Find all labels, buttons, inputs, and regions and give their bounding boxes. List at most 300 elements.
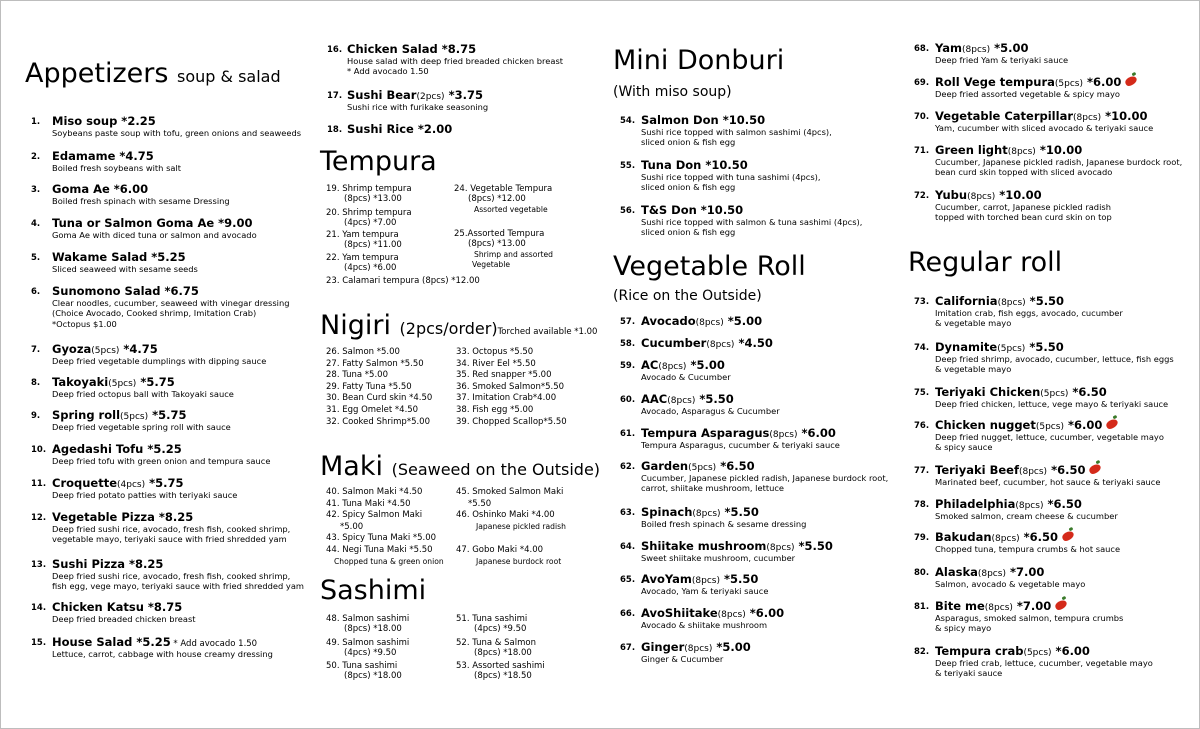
item-number: 17. xyxy=(327,91,343,101)
item-name-line xyxy=(935,143,1182,157)
menu-item xyxy=(914,109,1154,133)
item-number: 7. xyxy=(31,345,41,355)
item-name: AvoShiitake xyxy=(641,606,718,620)
chili-pepper-icon xyxy=(1088,463,1102,476)
menu-item xyxy=(914,75,1137,99)
item-name: Tuna or Salmon Goma Ae *9.00 xyxy=(52,216,253,230)
item-number: 15. xyxy=(31,638,47,648)
item-pieces: (8pcs) xyxy=(717,610,746,620)
item-name: Tuna Don *10.50 xyxy=(641,158,748,172)
menu-item xyxy=(31,635,273,659)
item-description: Deep fried assorted vegetable & spicy mayo xyxy=(935,89,1120,99)
tempura-name: 21. Yam tempura xyxy=(326,230,399,240)
item-price: *4.50 xyxy=(734,336,773,350)
item-number: 71. xyxy=(914,146,930,156)
item-description: Cucumber, Japanese pickled radish, Japanese burdock root, xyxy=(641,473,889,483)
nigiri-item: 28. Tuna *5.00 xyxy=(326,370,388,381)
sashimi-item xyxy=(456,614,527,635)
item-number: 61. xyxy=(620,429,636,439)
nigiri-item: 34. River Eel *5.50 xyxy=(456,358,536,369)
item-description: Salmon, avocado & vegetable mayo xyxy=(935,579,1086,589)
item-description: Sushi rice topped with salmon sashimi (4pcs), xyxy=(641,127,832,137)
item-price: *5.00 xyxy=(686,358,725,372)
item-number: 63. xyxy=(620,508,636,518)
menu-item xyxy=(31,114,302,138)
item-name-line xyxy=(52,149,181,163)
maki-item: Japanese burdock root xyxy=(476,556,562,566)
item-description: Sushi rice with furikake seasoning xyxy=(347,102,489,112)
item-name: House Salad *5.25 xyxy=(52,635,171,649)
item-pieces: (5pcs) xyxy=(997,344,1026,354)
item-name-line xyxy=(935,463,1160,477)
chili-pepper-icon xyxy=(1124,75,1138,88)
item-price: *5.75 xyxy=(148,408,187,422)
sashimi-item xyxy=(326,614,409,635)
item-name-line xyxy=(52,114,301,128)
menu-item xyxy=(31,600,196,624)
item-pieces: (8pcs) xyxy=(1073,113,1102,123)
sashimi-item xyxy=(326,661,402,682)
maki-item: 40. Salmon Maki *4.50 xyxy=(326,487,423,497)
item-price: *6.00 xyxy=(1063,418,1103,432)
item-description: Smoked salmon, cream cheese & cucumber xyxy=(935,511,1118,521)
item-price: *5.00 xyxy=(712,640,751,654)
item-name: AvoYam xyxy=(641,572,692,586)
item-number: 78. xyxy=(914,500,930,510)
maki-heading xyxy=(320,451,600,482)
item-name: Green light xyxy=(935,143,1008,157)
vegetable-roll-title: Vegetable Roll xyxy=(613,251,806,282)
item-description: Deep fried chicken, lettuce, vege mayo & teriyaki sauce xyxy=(935,399,1169,409)
item-name: Cucumber xyxy=(641,336,707,350)
appetizers-subtitle: soup & salad xyxy=(177,67,281,86)
item-name-line xyxy=(641,640,751,654)
item-description: topped with torched bean curd skin on top xyxy=(935,212,1112,223)
tempura-description: Assorted vegetable xyxy=(474,204,548,214)
nigiri-item: 36. Smoked Salmon*5.50 xyxy=(456,381,565,392)
item-name-line xyxy=(935,41,1068,55)
item-description: Deep fried crab, lettuce, cucumber, vegetable mayo xyxy=(935,658,1153,668)
menu-item xyxy=(914,599,1124,634)
sashimi-name: 48. Salmon sashimi xyxy=(326,614,410,624)
nigiri-heading xyxy=(320,310,597,341)
item-price: *10.00 xyxy=(995,188,1042,202)
item-name: Gyoza xyxy=(52,342,92,356)
item-number: 2. xyxy=(31,152,41,162)
sashimi-name: 50. Tuna sashimi xyxy=(326,661,398,671)
donburi-title: Mini Donburi xyxy=(613,45,785,76)
item-description: Deep fried sushi rice, avocado, fresh fish, cooked shrimp, xyxy=(52,571,291,581)
item-price: *6.00 xyxy=(797,426,836,440)
maki-item: 44. Negi Tuna Maki *5.50 xyxy=(326,545,433,555)
item-description: Deep fried sushi rice, avocado, fresh fish, cooked shrimp, xyxy=(52,524,291,534)
tempura-name: 19. Shrimp tempura xyxy=(326,184,412,194)
item-pieces: (8pcs) xyxy=(658,362,687,372)
item-name-line xyxy=(935,530,1120,544)
item-name: Shiitake mushroom xyxy=(641,539,767,553)
item-number: 80. xyxy=(914,568,930,578)
menu-item xyxy=(327,88,489,112)
donburi-subtitle: (With miso soup) xyxy=(613,84,732,100)
item-description: House salad with deep fried breaded chicken breast xyxy=(347,56,564,66)
menu-item xyxy=(620,572,769,596)
item-description: vegetable mayo, teriyaki sauce with fried shredded yam xyxy=(52,534,287,545)
item-pieces: (8pcs) xyxy=(967,192,996,202)
item-name: Chicken Salad *8.75 xyxy=(347,42,477,56)
menu-item xyxy=(620,505,807,529)
item-pieces: (5pcs) xyxy=(1054,79,1083,89)
item-name: Sushi Rice *2.00 xyxy=(347,122,453,136)
item-name-line xyxy=(935,565,1085,579)
item-description: Clear noodles, cucumber, seaweed with vinegar dressing xyxy=(52,298,290,308)
item-description: Marinated beef, cucumber, hot sauce & teriyaki sauce xyxy=(935,477,1161,487)
item-price: *3.75 xyxy=(444,88,483,102)
item-number: 82. xyxy=(914,647,930,657)
appetizers-heading xyxy=(25,58,281,89)
item-description: Cucumber, carrot, Japanese pickled radish xyxy=(935,202,1111,212)
item-description: fish egg, vege mayo, teriyaki sauce with fried shredded yam xyxy=(52,581,305,592)
nigiri-item: 30. Bean Curd skin *4.50 xyxy=(326,393,433,404)
item-description: & teriyaki sauce xyxy=(935,668,1003,679)
item-pieces: (5pcs) xyxy=(1023,648,1052,658)
item-number: 4. xyxy=(31,219,41,229)
item-pieces: (8pcs) xyxy=(684,644,713,654)
nigiri-item: 32. Cooked Shrimp*5.00 xyxy=(326,416,430,427)
item-description: Avocado, Yam & teriyaki sauce xyxy=(641,586,769,596)
maki-item: *5.00 xyxy=(340,521,364,532)
item-name-line xyxy=(52,442,270,456)
item-description: sliced onion & fish egg xyxy=(641,182,736,193)
item-price: *6.00 xyxy=(1083,75,1122,89)
maki-item: 47. Gobo Maki *4.00 xyxy=(456,545,544,555)
maki-item: Japanese pickled radish xyxy=(476,521,566,531)
item-name: Dynamite xyxy=(935,340,998,354)
item-name: Miso soup *2.25 xyxy=(52,114,156,128)
item-price: *7.00 xyxy=(1005,565,1045,579)
nigiri-item: 39. Chopped Scallop*5.50 xyxy=(456,416,567,427)
item-number: 73. xyxy=(914,297,930,307)
item-name-line xyxy=(935,599,1123,613)
item-name-line xyxy=(52,557,304,571)
item-pieces: (8pcs) xyxy=(769,430,798,440)
sashimi-title: Sashimi xyxy=(320,575,427,606)
menu-item xyxy=(914,497,1118,521)
maki-item: 43. Spicy Tuna Maki *5.00 xyxy=(326,533,437,544)
item-price: *6.00 xyxy=(1051,644,1090,658)
item-pieces: (4pcs) xyxy=(117,480,146,490)
item-name: Avocado xyxy=(641,314,696,328)
item-name: Teriyaki Chicken xyxy=(935,385,1041,399)
item-name: Tempura Asparagus xyxy=(641,426,770,440)
sashimi-item xyxy=(456,661,545,682)
tempura-item xyxy=(454,229,553,271)
item-name-line xyxy=(347,88,488,102)
item-name: Goma Ae *6.00 xyxy=(52,182,149,196)
item-number: 5. xyxy=(31,253,41,263)
item-pieces: (8pcs) xyxy=(692,509,721,519)
sashimi-price: (4pcs) *9.50 xyxy=(474,624,527,635)
item-price: *6.00 xyxy=(745,606,785,620)
menu-item xyxy=(31,375,234,399)
item-description: Lettuce, carrot, cabbage with house creamy dressing xyxy=(52,649,273,659)
item-name-line xyxy=(52,476,237,490)
item-number: 9. xyxy=(31,411,41,421)
sashimi-price: (8pcs) *18.00 xyxy=(344,671,402,682)
item-number: 70. xyxy=(914,112,930,122)
menu-item xyxy=(31,284,290,329)
item-price: *5.00 xyxy=(723,314,763,328)
item-pieces: (8pcs) xyxy=(1018,467,1048,477)
vegetable-roll-subtitle: (Rice on the Outside) xyxy=(613,288,762,304)
sashimi-price: (8pcs) *18.00 xyxy=(344,624,402,635)
chili-pepper-icon xyxy=(1061,530,1075,543)
item-price: *10.00 xyxy=(1101,109,1148,123)
nigiri-item: 26. Salmon *5.00 xyxy=(326,347,400,357)
item-name: Bite me xyxy=(935,599,985,613)
item-number: 11. xyxy=(31,479,47,489)
item-pieces: (8pcs) xyxy=(766,543,795,553)
sashimi-name: 52. Tuna & Salmon xyxy=(456,637,536,648)
item-description: Boiled fresh spinach with sesame Dressing xyxy=(52,196,230,206)
item-pieces: (8pcs) xyxy=(695,318,724,328)
menu-item xyxy=(914,530,1121,554)
item-number: 59. xyxy=(620,361,636,371)
nigiri-item: 38. Fish egg *5.00 xyxy=(456,405,534,415)
item-name-line xyxy=(935,294,1123,308)
item-name: T&S Don *10.50 xyxy=(641,203,744,217)
tempura-price: (8pcs) *12.00 xyxy=(468,194,526,205)
item-price: *5.50 xyxy=(1025,340,1064,354)
menu-item xyxy=(31,216,257,240)
item-pieces: (5pcs) xyxy=(120,412,149,422)
item-name-line xyxy=(52,182,230,196)
item-pieces: (8pcs) xyxy=(991,534,1020,544)
maki-item: 42. Spicy Salmon Maki xyxy=(326,510,423,521)
sashimi-price: (8pcs) *18.50 xyxy=(474,671,532,682)
sashimi-item xyxy=(456,638,536,659)
item-name-line xyxy=(347,122,452,136)
item-name: Agedashi Tofu *5.25 xyxy=(52,442,182,456)
item-number: 10. xyxy=(31,445,47,455)
item-pieces: (8pcs) xyxy=(706,340,735,350)
tempura-name: 22. Yam tempura xyxy=(326,253,399,263)
item-description: Deep fried shrimp, avocado, cucumber, lettuce, fish eggs xyxy=(935,354,1174,364)
item-description: Deep fried breaded chicken breast xyxy=(52,614,196,624)
item-name: Yubu xyxy=(935,188,968,202)
item-name-line xyxy=(347,42,563,56)
item-name: Wakame Salad *5.25 xyxy=(52,250,186,264)
item-name-line xyxy=(935,497,1118,511)
item-price: *5.50 xyxy=(695,392,734,406)
item-number: 65. xyxy=(620,575,636,585)
item-description: Avocado & shiitake mushroom xyxy=(641,620,768,630)
menu-item xyxy=(31,510,291,545)
item-name: Spring roll xyxy=(52,408,121,422)
item-name-line xyxy=(641,314,762,328)
maki-subtitle: (Seaweed on the Outside) xyxy=(391,460,601,479)
item-description: Ginger & Cucumber xyxy=(641,654,724,664)
item-name-line xyxy=(52,600,196,614)
item-name: Takoyaki xyxy=(52,375,109,389)
item-description: Sushi rice topped with salmon & tuna sashimi (4pcs), xyxy=(641,217,863,227)
item-description: & vegetable mayo xyxy=(935,318,1012,329)
item-number: 81. xyxy=(914,602,930,612)
item-pieces: (5pcs) xyxy=(688,463,717,473)
nigiri-item: 31. Egg Omelet *4.50 xyxy=(326,405,419,415)
item-description: Chopped tuna, tempura crumbs & hot sauce xyxy=(935,544,1121,554)
menu-item xyxy=(327,42,564,77)
menu-item xyxy=(620,314,763,328)
item-name-line xyxy=(641,158,821,172)
item-description: Soybeans paste soup with tofu, green onions and seaweeds xyxy=(52,128,302,138)
menu-item xyxy=(31,342,267,366)
item-pieces: (5pcs) xyxy=(91,346,120,356)
menu-item xyxy=(914,644,1153,679)
item-name-line xyxy=(52,510,290,524)
nigiri-note: Torched available *1.00 xyxy=(497,327,598,337)
tempura-name: 20. Shrimp tempura xyxy=(326,208,412,218)
item-name: Chicken Katsu *8.75 xyxy=(52,600,183,614)
item-name-line xyxy=(641,336,773,350)
item-pieces: (8pcs) xyxy=(997,298,1026,308)
nigiri-subtitle: (2pcs/order) xyxy=(399,319,498,338)
item-name: Ginger xyxy=(641,640,685,654)
item-number: 14. xyxy=(31,603,47,613)
item-number: 75. xyxy=(914,388,930,398)
tempura-item xyxy=(326,208,412,229)
item-price: *6.50 xyxy=(1047,463,1086,477)
item-pieces: (8pcs) xyxy=(962,45,991,55)
item-number: 55. xyxy=(620,161,636,171)
tempura-price: (8pcs) *13.00 xyxy=(344,194,402,205)
item-name: Edamame *4.75 xyxy=(52,149,154,163)
item-name-line xyxy=(935,188,1112,202)
menu-item xyxy=(620,459,889,494)
item-description: Sushi rice topped with tuna sashimi (4pcs), xyxy=(641,172,821,182)
maki-item: *5.50 xyxy=(468,498,492,509)
menu-item xyxy=(914,418,1164,453)
item-name-line xyxy=(52,635,273,649)
item-price: *6.50 xyxy=(1068,385,1107,399)
item-name: Vegetable Caterpillar xyxy=(935,109,1073,123)
item-pieces: (5pcs) xyxy=(1040,389,1069,399)
item-number: 67. xyxy=(620,643,636,653)
item-name: AAC xyxy=(641,392,668,406)
menu-item xyxy=(620,392,780,416)
item-description: & spicy sauce xyxy=(935,442,993,453)
item-description: Deep fried vegetable spring roll with sauce xyxy=(52,422,231,432)
item-price: *6.50 xyxy=(1043,497,1082,511)
item-price: *5.50 xyxy=(1025,294,1065,308)
item-price: *5.00 xyxy=(990,41,1029,55)
item-name: Vegetable Pizza *8.25 xyxy=(52,510,194,524)
maki-item: 45. Smoked Salmon Maki xyxy=(456,487,564,497)
maki-item: 46. Oshinko Maki *4.00 xyxy=(456,510,555,521)
menu-item xyxy=(914,463,1161,487)
tempura-item xyxy=(326,253,399,274)
item-number: 16. xyxy=(327,45,343,55)
item-name: Sushi Bear xyxy=(347,88,417,102)
item-pieces: (8pcs) xyxy=(984,603,1013,613)
item-description: Cucumber, Japanese pickled radish, Japanese burdock root, xyxy=(935,157,1183,167)
item-pieces: (8pcs) xyxy=(977,569,1006,579)
nigiri-item: 37. Imitation Crab*4.00 xyxy=(456,393,557,404)
tempura-item xyxy=(326,184,412,205)
menu-item xyxy=(31,182,230,206)
item-description: carrot, shiitake mushroom, lettuce xyxy=(641,483,785,494)
menu-item xyxy=(620,539,833,563)
menu-item xyxy=(914,565,1086,589)
item-number: 69. xyxy=(914,78,930,88)
tempura-description: Vegetable xyxy=(472,260,511,270)
item-description: Deep fried vegetable dumplings with dipping sauce xyxy=(52,356,267,366)
tempura-item xyxy=(326,230,402,251)
nigiri-item: 33. Octopus *5.50 xyxy=(456,347,534,357)
item-name-line xyxy=(935,109,1153,123)
item-number: 1. xyxy=(31,117,41,127)
item-number: 56. xyxy=(620,206,636,216)
tempura-item xyxy=(454,184,552,215)
item-name-line xyxy=(641,505,806,519)
item-pieces: (5pcs) xyxy=(108,379,137,389)
item-description: Deep fried Yam & teriyaki sauce xyxy=(935,55,1069,65)
item-name: Roll Vege tempura xyxy=(935,75,1055,89)
item-name-line xyxy=(52,408,231,422)
menu-item xyxy=(620,358,731,382)
item-number: 60. xyxy=(620,395,636,405)
item-description: Tempura Asparagus, cucumber & teriyaki sauce xyxy=(641,440,840,450)
item-name: Yam xyxy=(935,41,963,55)
appetizers-title: Appetizers xyxy=(25,58,169,89)
maki-item: Chopped tuna & green onion xyxy=(334,556,444,566)
item-description: Sliced seaweed with sesame seeds xyxy=(52,264,198,274)
item-price: *7.00 xyxy=(1012,599,1052,613)
item-name: California xyxy=(935,294,998,308)
item-name: Croquette xyxy=(52,476,118,490)
item-price: *5.50 xyxy=(720,505,759,519)
menu-item xyxy=(31,442,271,466)
tempura-price: (8pcs) *11.00 xyxy=(344,240,402,251)
item-name-line xyxy=(641,606,784,620)
item-description: Deep fried octopus ball with Takoyaki sauce xyxy=(52,389,234,399)
menu-item xyxy=(914,143,1183,178)
item-number: 64. xyxy=(620,542,636,552)
item-number: 57. xyxy=(620,317,636,327)
item-name-line xyxy=(52,284,290,298)
nigiri-item: 27. Fatty Salmon *5.50 xyxy=(326,358,424,369)
item-number: 62. xyxy=(620,462,636,472)
item-price: *5.50 xyxy=(720,572,759,586)
sashimi-price: (4pcs) *9.50 xyxy=(344,647,397,658)
tempura-price: (4pcs) *7.00 xyxy=(344,218,397,229)
regular-roll-title: Regular roll xyxy=(908,247,1063,278)
item-name: Bakudan xyxy=(935,530,992,544)
sashimi-name: 49. Salmon sashimi xyxy=(326,637,410,648)
item-description: Goma Ae with diced tuna or salmon and avocado xyxy=(52,230,257,240)
item-name-line xyxy=(935,75,1137,89)
item-name-line xyxy=(641,539,833,553)
item-description: & vegetable mayo xyxy=(935,364,1012,375)
item-description: *Octopus $1.00 xyxy=(52,318,117,329)
nigiri-title: Nigiri xyxy=(320,310,391,341)
item-name: Garden xyxy=(641,459,689,473)
item-description: Avocado, Asparagus & Cucumber xyxy=(641,406,780,416)
item-name-line xyxy=(52,342,266,356)
item-number: 72. xyxy=(914,191,930,201)
item-name: Spinach xyxy=(641,505,693,519)
item-number: 6. xyxy=(31,287,41,297)
menu-item xyxy=(914,188,1112,223)
